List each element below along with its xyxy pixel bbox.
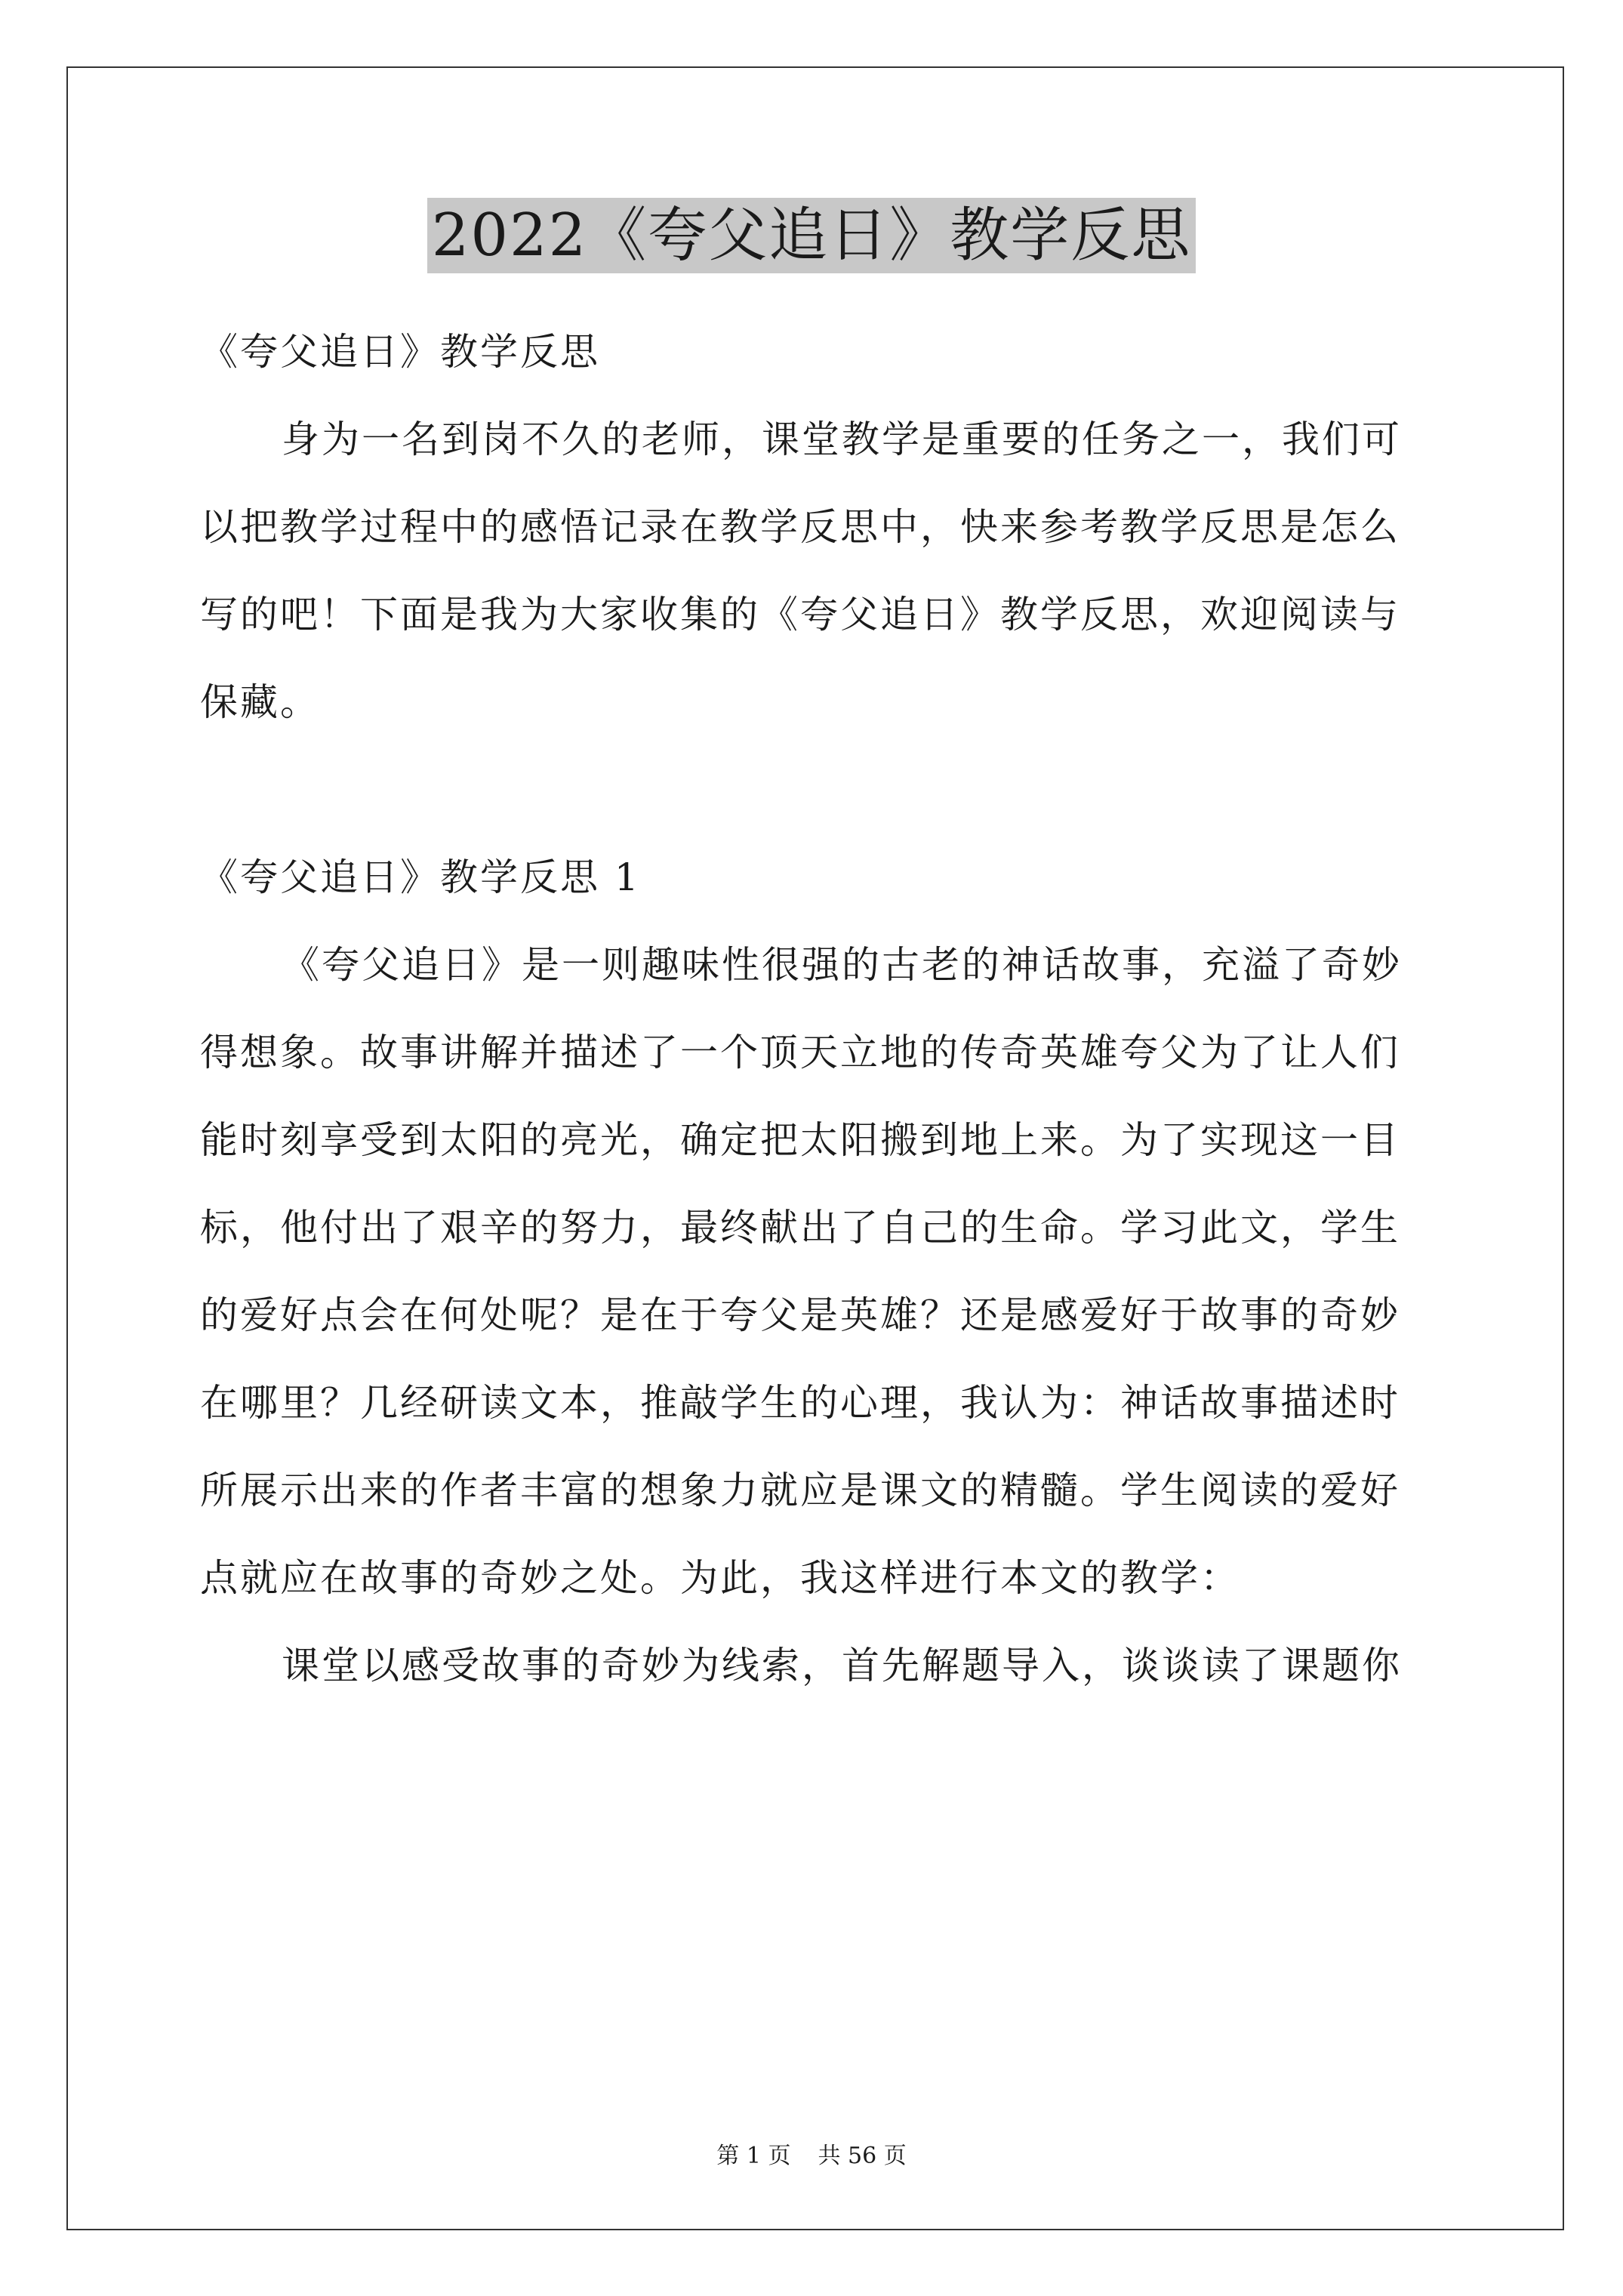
intro-line: 写的吧！下面是我为大家收集的《夸父追日》教学反思，欢迎阅读与	[200, 593, 1400, 636]
paragraph-line: 点就应在故事的奇妙之处。为此，我这样进行本文的教学：	[200, 1556, 1240, 1600]
intro-line: 以把教学过程中的感悟记录在教学反思中，快来参考教学反思是怎么	[200, 505, 1400, 549]
intro-line: 身为一名到岗不久的老师，课堂教学是重要的任务之一，我们可	[282, 418, 1402, 461]
paragraph-line: 得想象。故事讲解并描述了一个顶天立地的传奇英雄夸父为了让人们	[200, 1031, 1400, 1074]
paragraph-line: 在哪里？几经研读文本，推敲学生的心理，我认为：神话故事描述时	[200, 1381, 1400, 1425]
title-area	[0, 198, 1623, 273]
document-body	[200, 308, 1431, 1709]
paragraph-line: 《夸父追日》是一则趣味性很强的古老的神话故事，充溢了奇妙	[282, 943, 1402, 987]
page-total: 共 56 页	[818, 2143, 907, 2169]
document-title: 2022《夸父追日》教学反思	[427, 198, 1196, 273]
paragraph-line: 课堂以感受故事的奇妙为线索，首先解题导入，谈谈读了课题你	[282, 1644, 1402, 1687]
paragraph-line: 的爱好点会在何处呢？是在于夸父是英雄？还是感爱好于故事的奇妙	[200, 1293, 1400, 1337]
paragraph-line: 标，他付出了艰辛的努力，最终献出了自己的生命。学习此文，学生	[200, 1206, 1400, 1250]
paragraph-line: 能时刻享受到太阳的亮光，确定把太阳搬到地上来。为了实现这一目	[200, 1118, 1400, 1162]
subtitle: 《夸父追日》教学反思	[200, 330, 600, 374]
paragraph-line: 所展示出来的作者丰富的想象力就应是课文的精髓。学生阅读的爱好	[200, 1469, 1400, 1512]
page-number: 第 1 页	[716, 2143, 791, 2169]
section-heading: 《夸父追日》教学反思 1	[200, 855, 641, 899]
page-footer	[0, 2137, 1623, 2170]
paragraph-gap	[200, 746, 1431, 834]
intro-line: 保藏。	[200, 680, 320, 724]
